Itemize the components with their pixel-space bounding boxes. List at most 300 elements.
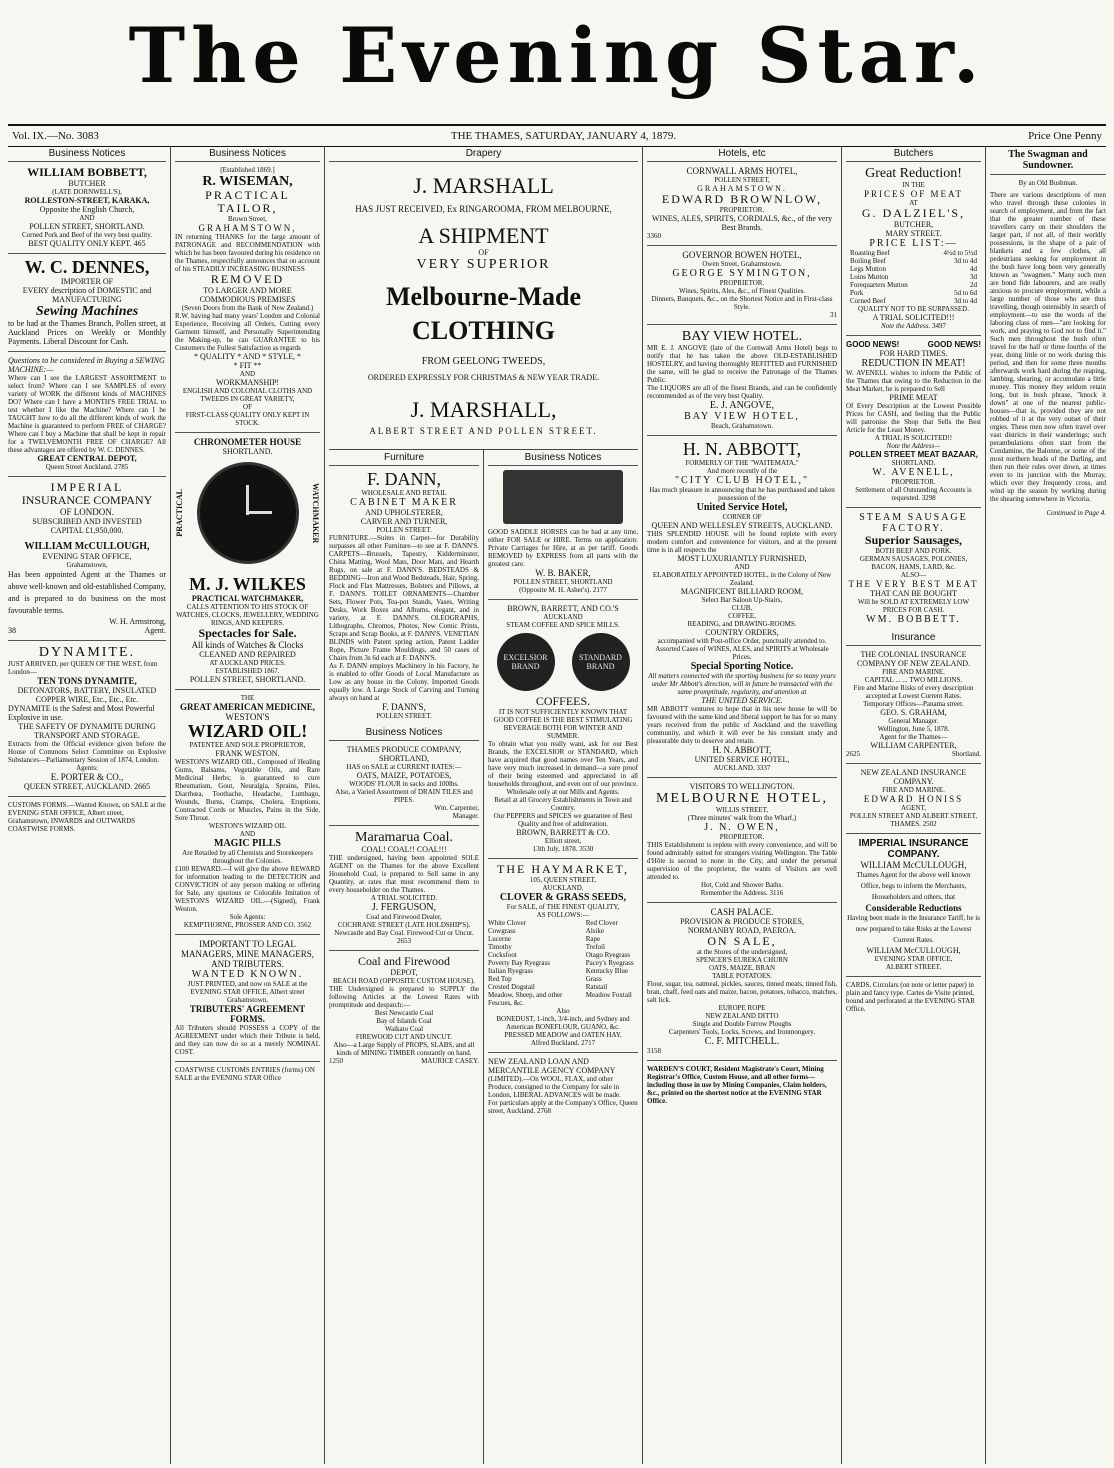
ad-line: EUROPE ROPE xyxy=(718,1004,766,1012)
ad-line: Sole Agents: xyxy=(229,913,266,921)
ad-line: EVENING STAR OFFICE, xyxy=(42,552,132,561)
ad-line: CAPITAL ... ... TWO MILLIONS. xyxy=(864,676,963,684)
ad-heading: VISITORS TO WELLINGTON. xyxy=(689,782,795,791)
ad-line: IN THE xyxy=(902,181,925,189)
ad-line: ESTABLISHED 1867. xyxy=(215,667,280,675)
ad-trade: CABINET MAKER xyxy=(350,497,458,508)
ad-street: Queen Street Auckland. xyxy=(45,463,113,471)
ad-line: FOR HARD TIMES. xyxy=(879,349,948,358)
ad-body: £100 REWARD.—I will give the above REWARD for information leading to the DETECTION and CONVICTION of any person making or offering for Sale, any spurious or Colorable Imitation of WESTON'S WIZARD OIL.—(Signed), Frank Weston. xyxy=(175,865,320,913)
ad-line: CARVER AND TURNER, xyxy=(360,517,448,526)
list-item: Waikato Coal xyxy=(384,1025,424,1033)
ad-signature: W. H. Armstrong, xyxy=(109,617,166,626)
seed-item: Poverty Bay Ryegrass xyxy=(488,959,550,967)
ad-name: WIZARD OIL! xyxy=(187,721,308,741)
ad-firewood xyxy=(329,955,479,1065)
volume-number: Vol. IX.—No. 3083 xyxy=(12,130,99,142)
seed-item: Pacey's Ryegrass xyxy=(585,959,634,967)
price-item-name: Pork xyxy=(850,289,864,297)
ad-coastwise: COASTWISE CUSTOMS ENTRIES (forms) ON SALE at the EVENING STAR Office xyxy=(175,1066,315,1082)
ad-line: ORDERED EXPRESSLY FOR CHRISTMAS & NEW YEAR TRADE. xyxy=(367,373,600,382)
ad-heading: United Service Hotel, xyxy=(696,502,788,513)
ad-line: TO LARGER AND MORE COMMODIOUS PREMISES xyxy=(199,286,296,304)
ad-body: Fire and Marine Risks of every description accepted at Lowest Current Rates. xyxy=(853,684,974,700)
ad-name: CASH PALACE. xyxy=(710,907,774,917)
ad-line: Settlement of all Outstanding Accounts is requested. xyxy=(855,486,972,502)
ad-line: BAY VIEW HOTEL, xyxy=(684,411,800,422)
ad-name: COMPANY. xyxy=(887,849,940,860)
ad-governor-bowen xyxy=(647,250,837,319)
price-item-name: Roasting Beef xyxy=(850,249,890,257)
ad-body: Wines, Spirits, Ales, &c., of Finest Qualities. xyxy=(678,287,806,295)
seed-item: Cocksfoot xyxy=(488,951,517,959)
price-item-name: Boiling Beef xyxy=(850,257,886,265)
ad-name: INSURANCE COMPANY xyxy=(21,493,153,507)
ad-street: POLLEN STREET, SHORTLAND. xyxy=(29,222,145,231)
ad-number: 2502 xyxy=(922,820,937,828)
ad-street: ALBERT STREET. xyxy=(885,963,942,971)
ad-street: QUEEN AND WELLESLEY STREETS, AUCKLAND. xyxy=(651,521,833,530)
ad-number: 3337 xyxy=(756,764,771,772)
section-header: Butchers xyxy=(846,146,981,162)
ad-signature: Wm. Carpenter, xyxy=(434,804,479,812)
ad-name: IMPERIAL xyxy=(50,480,124,494)
ad-name: NEW ZEALAND LOAN AND MERCANTILE AGENCY COMPANY xyxy=(488,1057,616,1075)
ad-street: POLLEN STREET, SHORTLAND xyxy=(513,578,613,586)
ad-name: POLLEN STREET MEAT BAZAAR, xyxy=(849,450,978,459)
ad-line: AGENT, xyxy=(901,804,926,812)
ad-number: 2625 xyxy=(846,750,860,758)
ad-line: AT xyxy=(909,199,918,207)
ad-number: 2717 xyxy=(581,1039,596,1047)
ad-body: CALLS ATTENTION TO HIS STOCK OF WATCHES, CLOCKS, JEWELLERY, WEDDING RINGS, AND KEEPERS. xyxy=(176,603,319,627)
ad-line: THAT CAN BE BOUGHT xyxy=(870,589,957,598)
ad-line: HAS JUST RECEIVED, Ex RINGAROOMA, FROM MELBOURNE, xyxy=(355,204,612,214)
ad-line: Hot, Cold and Shower Baths. xyxy=(700,881,784,889)
ad-line: accompanied with Post-office Order, punctually attended to. xyxy=(657,637,827,645)
ad-name: BAY VIEW HOTEL. xyxy=(681,329,803,344)
ad-heading: THE SAFETY OF DYNAMITE DURING TRANSPORT AND STORAGE. xyxy=(18,722,156,740)
ad-line: Coal and Firewood Dealer, xyxy=(366,913,442,921)
ad-cards: CARDS, Circulars (on note or letter paper) in plain and fancy type. Cartes de Visite printed, bound and perforated at the EVENING STAR Office. xyxy=(846,981,975,1013)
ad-heading: Spectacles for Sale. xyxy=(198,626,297,640)
ad-body: THE Undersigned is prepared to SUPPLY the following Articles at the Lowest Rates with promptitude and despatch:— xyxy=(329,985,479,1009)
ad-line: THE UNITED SERVICE. xyxy=(701,696,783,705)
ad-line: THAMES. xyxy=(890,820,921,828)
ad-body: THIS Establishment is replete with every convenience, and will be found admirably suited for strangers visiting Wellington. The Table d'Hôte is second to none in the City, and under the personal supervision of the proprietor, the wants of Visitors are well attended to. xyxy=(647,841,837,881)
price-item-value: 5d to 6d xyxy=(954,289,977,297)
ad-name: IMPERIAL INSURANCE xyxy=(858,838,969,849)
dateline xyxy=(8,124,1106,147)
ad-line: Carpenters' Tools, Locks, Screws, and Ironmongery. xyxy=(668,1028,816,1036)
ad-wardens-court: WARDEN'S COURT, Resident Magistrate's Court, Mining Registrar's Office, Custom House, and all other forms—including those in use by Mining Companies, Claim holders, &c., printed on the shortest notice at the EVENING STAR Office. xyxy=(647,1065,827,1105)
ad-signature: WILLIAM McCULLOUGH, xyxy=(866,946,961,955)
ad-line: UNITED SERVICE HOTEL, xyxy=(694,755,790,764)
column-6 xyxy=(986,146,1110,1464)
ad-heading: Considerable Reductions xyxy=(865,903,962,913)
ad-body: IN returning THANKS for the large amount of PATRONAGE and RECOMMENDATION with which he has been favoured during his residence on the Thames, respectfully announces that on account of his STEADILY INCREASING BUSINESS xyxy=(175,233,321,273)
list-item: Best Newcastle Coal xyxy=(374,1009,434,1017)
list-item: Bay of Islands Coal xyxy=(376,1017,432,1025)
ad-heading: IMPORTANT TO LEGAL MANAGERS, MINE MANAGERS, AND TRIBUTERS. xyxy=(180,939,314,969)
price-item-name: Legs Mutton xyxy=(850,265,886,273)
ad-heading: REMOVED xyxy=(210,272,285,286)
ad-body: All matters connected with the sporting business for so many years under Mr Abbott's direction, will in future be transacted with the same promptitude, regularity, and attention at xyxy=(648,672,836,696)
place-date: THE THAMES, SATURDAY, JANUARY 4, 1879. xyxy=(450,130,677,142)
ad-heading: WANTED KNOWN. xyxy=(191,969,304,980)
ad-body: to be had at the Thames Branch, Pollen street, at Auckland Prices on Weekly or Monthly Payments. Liberal Discount for Cash. xyxy=(8,319,166,346)
ad-heading: VERY SUPERIOR xyxy=(416,257,551,272)
ad-line: (LATE DORNWELL'S), xyxy=(52,188,122,196)
price-row xyxy=(846,289,981,297)
ad-signature: GEO. S. GRAHAM, xyxy=(880,708,947,717)
ad-line: FRANK WESTON. xyxy=(215,749,280,758)
ad-line: CLUB, xyxy=(731,604,753,612)
ad-imperial-insurance xyxy=(8,481,166,635)
ad-name: J. MARSHALL, xyxy=(410,397,557,422)
ad-line: WHOLESALE AND RETAIL xyxy=(361,489,447,497)
ad-line: AUCKLAND. xyxy=(542,884,584,892)
ad-bay-view xyxy=(647,329,837,430)
seed-item: Timothy xyxy=(488,943,512,951)
ad-name: NEW ZEALAND INSURANCE COMPANY. xyxy=(860,768,967,786)
ad-name: W. AVENELL, xyxy=(872,467,955,478)
ad-line: JUST ARRIVED, per QUEEN OF THE WEST, from London— xyxy=(8,660,158,676)
ad-avenell xyxy=(846,340,981,502)
ad-line: NEW ZEALAND DITTO xyxy=(705,1012,779,1020)
ad-signature: Alfred Buckland. xyxy=(530,1039,580,1047)
ad-line: OF LONDON. xyxy=(60,507,114,517)
ad-street: Beach, Grahamstown. xyxy=(710,422,773,430)
ad-line: DYNAMITE is the Safest and Most Powerful Explosive in use. xyxy=(8,704,155,722)
ad-street: MARY STREET. xyxy=(885,229,942,238)
ad-name: H. N. ABBOTT, xyxy=(682,439,802,459)
ad-body: To obtain what you really want, ask for our Best Brands, the EXCELSIOR or STANDARD, which have acquired that good names over Ten Years, and have very much increased in demand—a sure proof of their being esteemed and appreciated in all households throughout, and even out of our province. xyxy=(488,740,638,788)
ad-body: As F. DANN employs Machinery in his Factory, he is enabled to offer Goods of Local Manufacture as Low as any house in the Colony. Imported Goods equally low. A Large Stock of Carving and Turning always on hand at xyxy=(329,662,479,702)
ad-line: DETONATORS, BATTERY, INSULATED COPPER WIRE, Etc., Etc., Etc. xyxy=(17,686,157,704)
price-item-value: 3d to 4d xyxy=(954,257,977,265)
ad-line: FROM GEELONG TWEEDS, xyxy=(421,356,546,367)
ad-questions xyxy=(8,356,166,471)
ad-name: THAMES PRODUCE COMPANY, SHORTLAND, xyxy=(346,745,462,763)
seed-item: Crested Dogstail xyxy=(488,983,535,991)
ad-name: KEMPTHORNE, PROSSER AND CO. xyxy=(183,921,296,929)
ad-line: BOTH BEEF AND PORK. xyxy=(875,547,952,555)
price-list xyxy=(846,249,981,305)
price-item-value: 3d xyxy=(970,273,977,281)
ad-marshall xyxy=(329,166,638,444)
ad-signature: MAURICE CASEY. xyxy=(421,1057,479,1065)
ad-line: Newcastle and Bay Coal. Firewood Cut or Uncut. xyxy=(334,929,474,937)
seed-item: White Clover xyxy=(488,919,526,927)
ad-body: WESTON'S WIZARD OIL, Composed of Healing Gums, Balsams, Vegetable Oils, and Rare Medicinal Herbs; is guaranteed to cure Rheumatism, Gout, Neuralgia, Sprains, Piles, Diarrhœa, Toothache, Headache, Lumbago, Wounds, Burns, Cramps, Cholera, Eruptions, Contracted Cords or Muscles, Pains in the Side, Sore Throat. xyxy=(175,758,320,822)
ad-body: Thames Agent for the above well known Office, begs to inform the Merchants, Householders and others, that xyxy=(856,871,971,901)
carriage-illustration xyxy=(503,470,623,524)
ad-street: ALBERT STREET AND POLLEN STREET. xyxy=(369,426,598,436)
ad-street: QUEEN STREET, AUCKLAND. xyxy=(23,782,133,791)
ad-line: GRAHAMSTOWN. xyxy=(697,184,787,193)
price-row xyxy=(846,273,981,281)
ad-body: Having been made in the Insurance Tariff, he is now prepared to take Risks at the Lowest Current Rates. xyxy=(847,914,980,944)
ad-body: MR E. J. ANGOVE (late of the Cornwall Arms Hotel) begs to notify that he has taken the above OLD-ESTABLISHED HOSTELRY, and having thoroughly REFITTED and FURNISHED the same, will be glad to receive the Patronage of the Thames Public. xyxy=(647,344,837,384)
ad-signature: W. B. BAKER, xyxy=(535,568,591,578)
column-3 xyxy=(325,146,643,1464)
ad-line: FIRST-CLASS QUALITY ONLY KEPT IN STOCK. xyxy=(185,411,310,427)
article-continued: Continued in Page 4. xyxy=(1046,509,1106,517)
ad-line: OATS, MAIZE, BRAN xyxy=(708,964,776,972)
ad-line: PRIME MEAT xyxy=(889,393,938,402)
ad-line: FORMERLY OF THE "WAITEMATA," xyxy=(685,459,799,467)
article-body: There are various descriptions of men who travel through these colonies in search of employment, and from the fact that the greater number of these travellers carry on their shoulders the larger part, if not all, of their worldly possessions, in the shape of a pair of blankets and a few clothes, all pedestrians seeking for employment in the bush have long been very generally known as "swagmen." Many such men are bond fide labourers, and are really anxious to procure employment, while a large number of those who are thus travelling, though ostensibly in search of employment—to use the words of the laboring class of men—"are looking for work, and praying to God not to find it." Such men throughout the bush often travel for the half or three fourths of the year, doing little or no work during this period, and then for some three months afterwards work hard during the reaping, lambing, shearing, or accumulate a little money. This money they seldom retain long, but in bush phrase, "knock it down" at one of the nearest public-houses—that is, provided they are not robbed of it at the very outset of their orgies. These men now often travel over vast districts in their wanderings; such perambulations often start from the Condamine, the Balonne, or some of the most northern heads of the Darling, and then run their rules over down, at times even to its junction with the Murray, which over they frequently cross, and wind up the season by working during the shearing somewhere in Victoria. xyxy=(990,191,1106,503)
ad-line: Remember the Address. xyxy=(700,889,768,897)
section-header: Hotels, etc xyxy=(647,146,837,162)
ad-trade: BUTCHER, xyxy=(893,220,934,229)
seed-item: Meadow Foxtail xyxy=(585,991,632,999)
ad-cash-palace xyxy=(647,907,837,1055)
ad-line: Agents: xyxy=(76,764,98,772)
ad-street: NORMANBY ROAD, PAEROA. xyxy=(687,926,797,935)
section-header: Insurance xyxy=(846,630,981,646)
price: Price One Penny xyxy=(1028,130,1102,142)
seed-item: Red Top xyxy=(488,975,512,983)
ad-street: POLLEN STREET AND ALBERT STREET, xyxy=(849,812,978,820)
ad-name: THE HAYMARKET, xyxy=(497,862,629,876)
column-4 xyxy=(643,146,842,1464)
ad-nz-loan xyxy=(488,1057,638,1115)
seed-item: Ratstail xyxy=(585,983,608,991)
ad-body: Has been appointed Agent at the Thames or above well-known and old-established Company, and is prepared to do business on the most favourable terms. xyxy=(8,570,166,615)
ad-name: MELBOURNE HOTEL, xyxy=(656,791,828,806)
ad-street: ROLLESTON-STREET, KARAKA, xyxy=(24,196,150,205)
ad-name: Maramarua Coal. xyxy=(355,830,453,845)
ad-line: PROPRIETOR. xyxy=(719,833,765,841)
ad-heading: MAGIC PILLS xyxy=(214,838,281,849)
ad-line: A TRIAL SOLICITED!!! xyxy=(872,313,955,322)
ad-line: BACON, HAMS, LARD, &c. xyxy=(871,563,956,571)
ad-number: 3497 xyxy=(931,322,946,330)
ad-trade: PRACTICAL WATCHMAKER, xyxy=(191,594,304,603)
ad-wilkes xyxy=(175,575,320,684)
ad-line: AUCKLAND. xyxy=(713,764,755,772)
ad-number: 3116 xyxy=(769,889,784,897)
ad-line: (Opposite M. H. Asher's). xyxy=(519,586,592,594)
ad-body: The LIQUORS are all of the finest Brands, and can be confidently recommended as of the very best Quality. xyxy=(647,384,837,400)
seed-item: Otago Ryegrass xyxy=(585,951,631,959)
price-item-value: 4d xyxy=(970,265,977,273)
price-item-name: Loins Mutton xyxy=(850,273,889,281)
ad-sausage-factory xyxy=(846,512,981,625)
price-row xyxy=(846,297,981,305)
ad-name: G. DALZIEL'S, xyxy=(861,206,966,220)
ad-street: COCHRANE STREET (LATE HOLDSHIP'S). xyxy=(337,921,471,929)
ad-name: WILLIAM McCULLOUGH, xyxy=(24,541,150,552)
seed-item: Rape xyxy=(585,935,601,943)
article-title: The Swagman and Sundowner. xyxy=(990,146,1106,175)
ad-customs: CUSTOMS FORMS.—Wanted Known, on SALE at the EVENING STAR OFFICE, Albert street, Grahamstown, INWARDS and OUTWARDS COASTWISE FORMS. xyxy=(8,801,166,833)
price-row xyxy=(846,249,981,257)
ad-line: WATCHMAKER xyxy=(311,482,320,544)
ad-body: MR ABBOTT ventures to hope that in his new house he will be favoured with the same kind and liberal support he has for so many years received from the public of Auckland and the travelling community, and which it will ever be his constant study and pleasurable duty to deserve and retain. xyxy=(647,705,837,745)
section-header: Business Notices xyxy=(8,146,166,162)
ad-line: (Seven Doors from the Bank of New Zealand.) xyxy=(181,304,314,312)
ad-line: MAGNIFICENT BILLIARD ROOM, xyxy=(680,587,804,596)
ad-line: Note the Address. xyxy=(881,322,931,330)
seed-item: Alsike xyxy=(585,927,605,935)
ad-line: A TRIAL IS SOLICITED!! xyxy=(874,434,953,442)
ad-dennes xyxy=(8,258,166,346)
column-2 xyxy=(171,146,325,1464)
business-column xyxy=(484,450,638,1464)
ad-body: Extracts from the Official evidence given before the House of Commons Select Committee on Explosive Substances—Parliamentary Session of 1874, London. xyxy=(8,740,166,764)
newspaper-title: The Evening Star. xyxy=(128,11,986,100)
price-item-name: Forequarters Mutton xyxy=(850,281,908,289)
ad-body: GOOD SADDLE HORSES can be had at any time, either FOR SALE or HIRE. Terms on application: Private Carriages for Hire, at as per tariff. Goods REMOVED by EXPRESS from all parts with the greatest care. xyxy=(488,528,638,568)
ad-number: 2665 xyxy=(134,782,151,791)
ad-line: "CITY CLUB HOTEL," xyxy=(674,475,810,486)
ad-line: COFFEE, xyxy=(728,612,756,620)
ad-line: ELABORATELY APPOINTED HOTEL, in the Colony of New Zealand. xyxy=(652,571,832,587)
ad-line: For SALE, of THE FINEST QUALITY, xyxy=(506,903,620,911)
ad-line: General Manager. xyxy=(888,717,939,725)
seed-list xyxy=(488,919,638,1007)
ad-haymarket xyxy=(488,863,638,1047)
ad-line: SUBSCRIBED AND INVESTED xyxy=(32,517,142,526)
ad-line: DEPOT, xyxy=(390,968,418,977)
ad-name: GEORGE SYMINGTON, xyxy=(672,268,812,279)
ad-body: Also—a Large Supply of PROPS, SLABS, and all kinds of MINING TIMBER constantly on hand. xyxy=(333,1041,475,1057)
ad-signature: F. DANN'S, xyxy=(382,702,426,712)
ad-name: WILLIAM BOBBETT, xyxy=(27,165,147,179)
ad-line: * QUALITY * AND * STYLE, * xyxy=(193,352,302,361)
ad-line: Also xyxy=(556,1007,570,1015)
ad-name: CORNWALL ARMS HOTEL, xyxy=(686,166,798,176)
ad-line: FIREWOOD CUT AND UNCUT. xyxy=(355,1033,453,1041)
excelsior-brand-badge: EXCELSIOR BRAND xyxy=(497,633,555,691)
ad-line: FIRE AND MARINE. xyxy=(882,786,945,794)
sub-columns xyxy=(329,449,638,1464)
ad-number: 2768 xyxy=(537,1107,551,1115)
ad-signature: BROWN, BARRETT & CO. xyxy=(516,828,610,837)
seed-item: Trefoil xyxy=(585,943,605,951)
ad-line: ALSO— xyxy=(900,571,927,579)
ad-line: WOODS' FLOUR in sacks and 100lbs. xyxy=(349,780,459,788)
ad-line: PROPRIETOR. xyxy=(891,478,936,486)
ad-heading: GREAT AMERICAN MEDICINE, xyxy=(180,702,315,712)
ad-line: Opposite the English Church, xyxy=(39,205,135,214)
ad-heading: Sewing Machines xyxy=(35,304,139,319)
seed-item: Red Clover xyxy=(585,919,618,927)
ad-body: (LIMITED).—On WOOL, FLAX, and other Produce, consigned to the Company for sale in London, LIBERAL ADVANCES will be made. xyxy=(488,1075,621,1099)
ad-heading: CLOVER & GRASS SEEDS, xyxy=(499,892,627,903)
price-item-value: 4½d to 5½d xyxy=(943,249,977,257)
ad-line: AND xyxy=(239,370,256,378)
ad-body: BONEDUST, 1-inch, 3/4-inch, and Sydney and American BONEFLOUR, GUANO, &c. xyxy=(496,1015,630,1031)
ad-line: EVERY description of DOMESTIC and MANUFACTURING xyxy=(22,286,152,304)
ad-name: R. WISEMAN, xyxy=(202,174,293,189)
ad-line: CAPITAL £1,950,000. xyxy=(50,526,124,535)
ad-line: IMPORTER OF xyxy=(60,277,114,286)
ad-trade: PRACTICAL TAILOR, xyxy=(205,188,290,215)
ad-line: ENGLISH AND COLONIAL CLOTHS AND TWEEDS IN GREAT VARIETY, xyxy=(182,387,313,403)
ad-line: OATS, MAIZE, POTATOES, xyxy=(356,771,452,780)
ad-line: PRICES OF MEAT xyxy=(863,189,963,199)
ad-heading: ON SALE, xyxy=(707,934,777,948)
ad-line: SHORTLAND. xyxy=(222,447,273,456)
section-header: Business Notices xyxy=(329,725,479,741)
ad-street: Elliott street, xyxy=(544,837,582,845)
ad-body: Where can I see the LARGEST ASSORTMENT to select from? Where can I see SAMPLES of every variety of WORK the different kinds of MACHINES DO? Where can I have a MONTH'S FREE TRIAL to test whether I like the Machine? Where can I be TAUGHT how to do all the different kinds of work the Machine is guaranteed to perform FREE of CHARGE? Where can I buy a Machine that shall be kept in repair for a TWELVEMONTH FREE OF CHARGE? All these advantages are offered by W. C. DENNES. xyxy=(8,374,166,454)
ad-line: PRESSED MEADOW and OATEN HAY. xyxy=(504,1031,622,1039)
ad-line: Agent. xyxy=(144,626,166,635)
ad-number: 2653 xyxy=(397,937,411,945)
ad-name: J. MARSHALL xyxy=(413,173,554,198)
ad-wizard-oil xyxy=(175,694,320,929)
ad-name: W. C. DENNES, xyxy=(24,257,150,277)
ad-name: E. PORTER & CO., xyxy=(50,772,124,782)
ad-line: AND xyxy=(734,563,750,571)
ad-heading: GOOD NEWS! xyxy=(927,340,981,349)
ad-number: 3158 xyxy=(647,1047,661,1055)
ad-line: AT AUCKLAND PRICES. xyxy=(209,659,286,667)
ad-line: Grahamstown, xyxy=(66,561,108,569)
ad-chronometer xyxy=(175,437,320,570)
ad-brown-barrett xyxy=(488,604,638,853)
ad-line: IT IS NOT SUFFICIENTLY KNOWN THAT GOOD COFFEE IS THE BEST STIMULATING BEVERAGE BOTH FOR WINTER AND SUMMER. xyxy=(493,708,633,740)
ad-name: Coal and Firewood xyxy=(358,954,450,968)
ad-name: BROWN, BARRETT, AND CO.'S xyxy=(507,604,619,613)
ad-line: SPENCER'S EUREKA CHURN xyxy=(696,956,788,964)
ad-number: 3360 xyxy=(647,232,661,240)
section-header: Business Notices xyxy=(175,146,320,162)
ad-name: WILLIAM CARPENTER, xyxy=(870,741,957,750)
ad-body: JUST PRINTED, and now on SALE at the EVENING STAR OFFICE, Albert street Grahamstown, xyxy=(187,980,308,1004)
column-5 xyxy=(842,146,986,1464)
ad-line: AND UPHOLSTERER, xyxy=(365,508,443,517)
ad-line: AUCKLAND xyxy=(543,613,583,621)
ad-line: GERMAN SAUSAGES, POLONIES, xyxy=(859,555,968,563)
ad-colonial-insurance xyxy=(846,650,981,758)
column-1 xyxy=(4,146,171,1464)
ad-heading: A SHIPMENT xyxy=(418,223,549,248)
ad-street: BEACH ROAD (OPPOSITE CUSTOM HOUSE). xyxy=(332,977,476,985)
ad-heading: TEN TONS DYNAMITE, xyxy=(37,676,137,686)
ad-name: GREAT CENTRAL DEPOT, xyxy=(37,454,137,463)
ad-body: HAS on SALE at CURRENT RATES:— xyxy=(346,763,462,771)
ad-body: Corned Pork and Beef of the very best quality. xyxy=(22,231,152,239)
ad-line: OF xyxy=(243,403,252,411)
ad-line: QUALITY NOT TO BE SURPASSED. xyxy=(858,305,969,313)
ad-dalziel xyxy=(846,166,981,330)
ad-signature: E. J. ANGOVE, xyxy=(709,400,775,411)
ad-body: THE undersigned, having been appointed SOLE AGENT on the Thames for the above Excellent Household Coal, is prepared to Sell same in any Quantity, at rates that must recommend them to every householder on the Thames. xyxy=(329,854,479,894)
ad-line: CORNER OF xyxy=(722,513,762,521)
clock-illustration xyxy=(197,462,299,564)
ad-line: WESTON'S WIZARD OIL xyxy=(208,822,287,830)
article-byline: By an Old Bushman. xyxy=(1018,179,1078,187)
ad-name: DYNAMITE. xyxy=(38,645,136,660)
ad-street: POLLEN STREET, SHORTLAND. xyxy=(189,675,306,684)
ad-name: F. DANN, xyxy=(366,469,442,489)
ad-name: CHRONOMETER HOUSE xyxy=(193,437,302,447)
ad-nz-insurance xyxy=(846,768,981,828)
ad-name: STEAM SAUSAGE FACTORY. xyxy=(859,512,968,534)
ad-heading: COFFEES. xyxy=(535,694,591,708)
ad-line: COAL! COAL!! COAL!!! xyxy=(361,845,447,854)
ad-line: PRACTICAL xyxy=(175,489,184,537)
ad-body: Of Every Description at the Lowest Possible Prices for CASH, and feeling that the Public will patronise the Shop that Sells the Best Article for the Least Money. xyxy=(846,402,981,434)
ad-heading: Questions to be considered in Buying a SEWING MACHINE:— xyxy=(8,356,165,374)
furniture-column xyxy=(329,450,484,1464)
